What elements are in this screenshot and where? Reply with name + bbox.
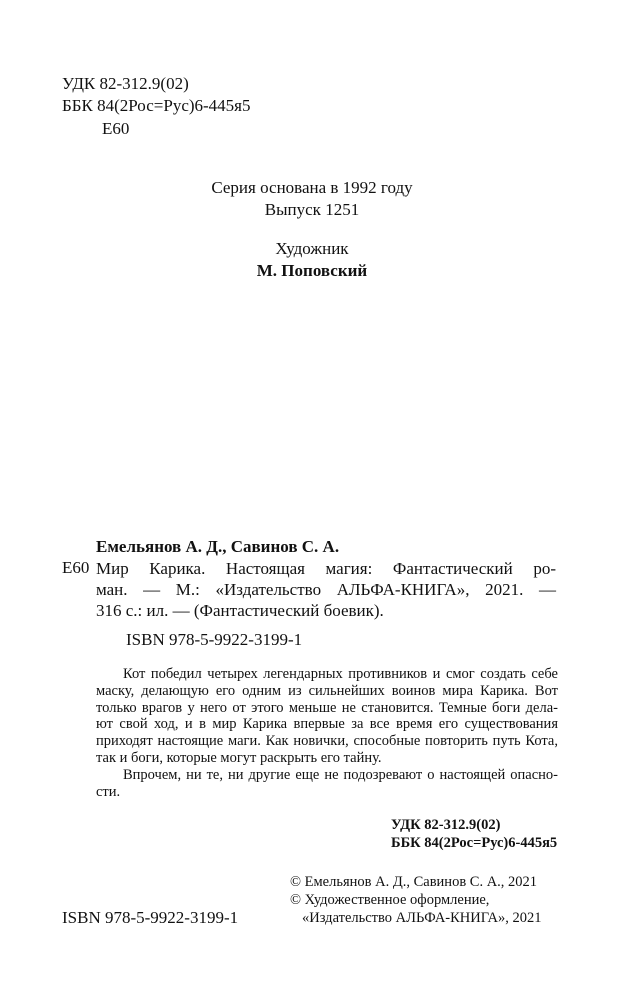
artist-name: М. Поповский	[256, 261, 368, 280]
bbk-footer: ББК 84(2Рос=Рус)6-445я5	[391, 835, 558, 851]
catalog-code: Е60	[62, 558, 90, 577]
annotation-line: Впрочем, ни те, ни другие еще не подозревают о настоящей опасно-	[123, 766, 558, 783]
catalog-line: ман. — М.: «Издательство АЛЬФА-КНИГА», 2021. —	[96, 580, 556, 599]
author-sign: Е60	[102, 119, 130, 138]
annotation-line: Кот победил четырех легендарных противников и смог создать себе	[123, 666, 558, 682]
catalog-authors: Емельянов А. Д., Савинов С. А.	[96, 537, 340, 556]
catalog-description	[96, 558, 556, 621]
copyright-authors: © Емельянов А. Д., Савинов С. А., 2021	[290, 874, 538, 890]
catalog-line: 316 с.: ил. — (Фантастический боевик).	[96, 601, 384, 620]
series-founded: Серия основана в 1992 году	[211, 178, 413, 197]
annotation-line: маску, делающую его одним из сильнейших воинов мира Карика. Вот	[96, 682, 558, 699]
artist-label: Художник	[275, 239, 349, 258]
annotation-line: ют свой ход, и в мир Карика впервые за все время его существования	[96, 716, 558, 733]
annotation-line: так и боги, которые могут раскрыть его тайну.	[96, 749, 382, 766]
annotation	[96, 666, 558, 800]
copyright-publisher: «Издательство АЛЬФА-КНИГА», 2021	[302, 910, 542, 926]
annotation-line: только врагов у него от этого меньше не становится. Темные боги дела-	[96, 699, 558, 716]
annotation-line: приходят настоящие маги. Как новички, способные повторить путь Кота,	[96, 733, 558, 750]
annotation-line: сти.	[96, 783, 121, 800]
udk-footer: УДК 82-312.9(02)	[391, 817, 501, 833]
bbk-header: ББК 84(2Рос=Рус)6-445я5	[62, 96, 251, 115]
copyright-design: © Художественное оформление,	[290, 892, 490, 908]
footer-isbn: ISBN 978-5-9922-3199-1	[62, 908, 239, 927]
catalog-isbn: ISBN 978-5-9922-3199-1	[126, 630, 303, 649]
series-issue: Выпуск 1251	[264, 200, 360, 219]
catalog-line: Мир Карика. Настоящая магия: Фантастический ро-	[96, 559, 556, 578]
udk-header: УДК 82-312.9(02)	[62, 74, 189, 93]
